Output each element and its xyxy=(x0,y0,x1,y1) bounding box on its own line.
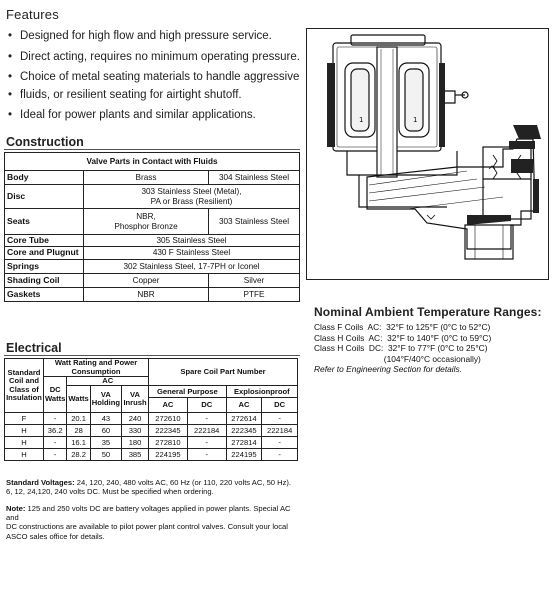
feature-item: • Direct acting, requires no minimum operating pressure. xyxy=(8,49,303,67)
table-row: Shading Coil Copper Silver xyxy=(5,274,300,288)
gp-dc-header: DC xyxy=(187,398,226,413)
ambient-row: Class H Coils AC: 32°F to 140°F (0°C to 59°C) xyxy=(314,332,492,343)
ep-ac-header: AC xyxy=(226,398,262,413)
ep-dc-header: DC xyxy=(262,398,298,413)
battery-voltage-note: Note: 125 and 250 volts DC are battery voltages applied in power plants. Special AC and DC constructions are available to pilot power plant control valves. Consult your local ASCO sales office for details. xyxy=(6,504,291,541)
table-row: Core Tube 305 Stainless Steel xyxy=(5,235,300,247)
ambient-note: Refer to Engineering Section for details. xyxy=(314,364,463,375)
table-title: Valve Parts in Contact with Fluids xyxy=(5,153,300,171)
watts-header: Watts xyxy=(67,386,90,413)
table-row: Seats NBR, Phosphor Bronze 303 Stainless Steel xyxy=(5,209,300,235)
spare-coil-header: Spare Coil Part Number xyxy=(149,359,298,386)
table-row: Core and Plugnut 430 F Stainless Steel xyxy=(5,247,300,260)
features-heading: Features xyxy=(6,7,59,22)
standard-voltages-note: Standard Voltages: 24, 120, 240, 480 volts AC, 60 Hz (or 110, 220 volts AC, 50 Hz). 6, 12, 24,120, 240 volts DC. Must be specified when ordering. xyxy=(6,478,292,497)
general-purpose-header: General Purpose xyxy=(149,386,227,398)
features-list xyxy=(8,28,303,125)
va-holding-header: VA Holding xyxy=(90,386,121,413)
watt-rating-header: Watt Rating and Power Consumption xyxy=(44,359,149,377)
table-row: H - 28.2 50 385 224195 - 224195 - xyxy=(5,449,298,461)
table-row: H 36.2 28 60 330 222345 222184 222345 222184 xyxy=(5,425,298,437)
ac-header: AC xyxy=(67,377,149,386)
coil-mark-right: 1 xyxy=(413,116,418,124)
valve-parts-table xyxy=(4,152,300,302)
ambient-heading: Nominal Ambient Temperature Ranges: xyxy=(314,305,542,319)
feature-item: • Designed for high flow and high pressure service. xyxy=(8,28,303,46)
dc-watts-header: DC Watts xyxy=(44,377,67,413)
feature-item: • Ideal for power plants and similar applications. xyxy=(8,107,303,125)
std-coil-header: Standard Coil and Class of Insulation xyxy=(5,359,44,413)
valve-diagram xyxy=(306,28,549,280)
ambient-row: (104°F/40°C occasionally) xyxy=(314,353,481,364)
gp-ac-header: AC xyxy=(149,398,188,413)
electrical-heading: Electrical xyxy=(6,341,62,355)
feature-item-continued: • fluids, or resilient seating for airtight shutoff. xyxy=(8,87,303,105)
va-inrush-header: VA Inrush xyxy=(122,386,149,413)
table-row: F - 20.1 43 240 272610 - 272614 - xyxy=(5,413,298,425)
ambient-row: Class F Coils AC: 32°F to 125°F (0°C to 52°C) xyxy=(314,322,491,332)
explosionproof-header: Explosionproof xyxy=(226,386,297,398)
section-divider xyxy=(4,149,300,150)
table-row: Springs 302 Stainless Steel, 17-7PH or Iconel xyxy=(5,260,300,274)
table-row: Disc 303 Stainless Steel (Metal), PA or Brass (Resilient) xyxy=(5,185,300,209)
valve-cross-section-drawing xyxy=(307,29,548,279)
construction-heading: Construction xyxy=(6,135,84,149)
coil-mark-left: 1 xyxy=(359,116,364,124)
electrical-table xyxy=(4,358,298,461)
section-divider xyxy=(4,355,300,356)
ambient-ranges xyxy=(314,322,491,375)
table-row: Gaskets NBR PTFE xyxy=(5,288,300,302)
core-tube xyxy=(377,47,397,177)
table-row: H - 16.1 35 180 272810 - 272814 - xyxy=(5,437,298,449)
outlet-port xyxy=(465,225,513,259)
feature-item: • Choice of metal seating materials to handle aggressive xyxy=(8,69,303,87)
table-row: Body Brass 304 Stainless Steel xyxy=(5,171,300,185)
piston-chamber xyxy=(483,147,531,219)
ambient-row: Class H Coils DC: 32°F to 77°F (0°C to 25°C) xyxy=(314,343,488,354)
